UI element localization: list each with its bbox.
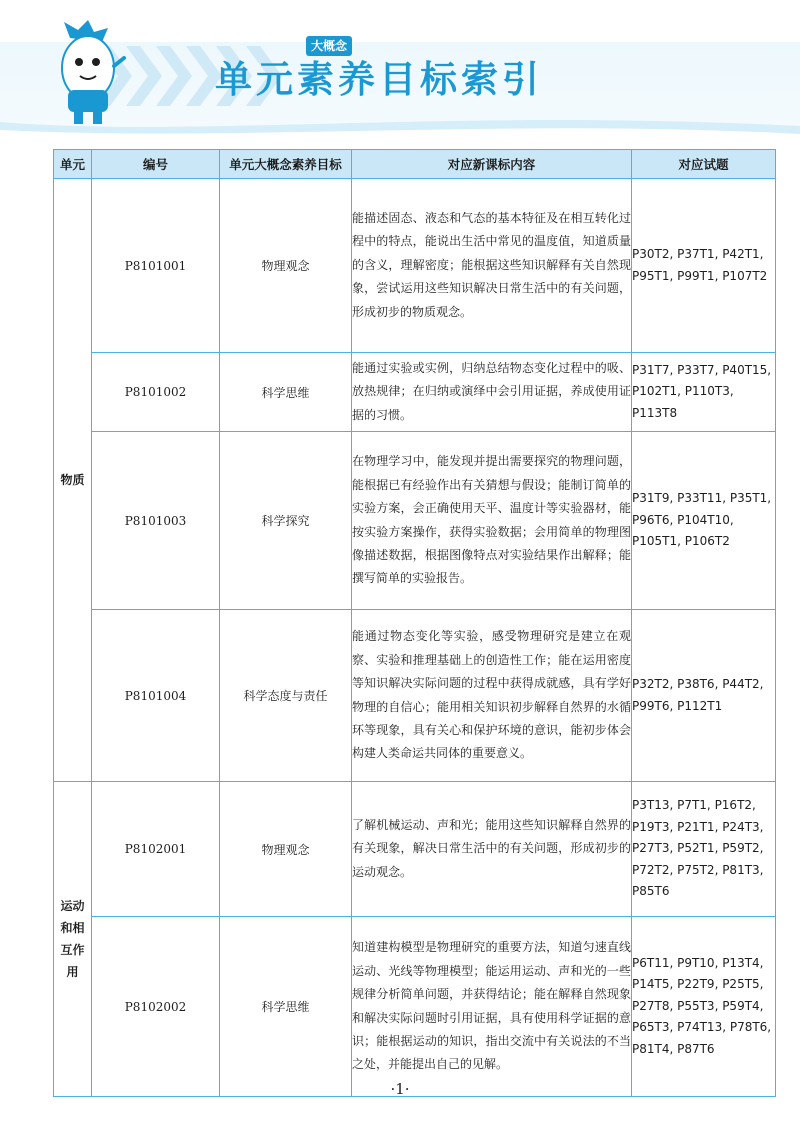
column-header-goal: 单元大概念素养目标	[220, 150, 352, 179]
table-row	[54, 179, 776, 353]
code-cell: P8102002	[92, 917, 220, 1097]
column-header-questions: 对应试题	[632, 150, 776, 179]
content-cell: 能通过物态变化等实验，感受物理研究是建立在观察、实验和推理基础上的创造性工作；能在运用密度等知识解决实际问题的过程中获得成就感，具有学好物理的自信心；能用相关知识初步解释自然界的水循环等现象，具有关心和保护环境的意识，能初步体会构建人类命运共同体的重要意义。	[352, 610, 632, 782]
column-header-unit: 单元	[54, 150, 92, 179]
code-cell: P8101002	[92, 353, 220, 432]
questions-cell: P6T11, P9T10, P13T4, P14T5, P22T9, P25T5, P27T8, P55T3, P59T4, P65T3, P74T13, P78T6, P81T4, P87T6	[632, 917, 776, 1097]
column-header-code: 编号	[92, 150, 220, 179]
code-cell: P8102001	[92, 782, 220, 917]
content-cell: 在物理学习中，能发现并提出需要探究的物理问题，能根据已有经验作出有关猜想与假设；能制订简单的实验方案，会正确使用天平、温度计等实验器材，能按实验方案操作，获得实验数据；会用简单的物理图像描述数据，根据图像特点对实验结果作出解释；能撰写简单的实验报告。	[352, 432, 632, 610]
table-row	[54, 432, 776, 610]
goal-cell: 物理观念	[220, 179, 352, 353]
content-cell: 能描述固态、液态和气态的基本特征及在相互转化过程中的特点，能说出生活中常见的温度值，知道质量的含义，理解密度；能根据这些知识解释有关自然现象，尝试运用这些知识解决日常生活中的有关问题，形成初步的物质观念。	[352, 179, 632, 353]
page-number: ·1·	[390, 1080, 410, 1098]
code-cell: P8101004	[92, 610, 220, 782]
table-row	[54, 610, 776, 782]
goal-cell: 物理观念	[220, 782, 352, 917]
code-cell: P8101003	[92, 432, 220, 610]
unit-name-text: 运动和相互作用	[60, 899, 85, 979]
questions-cell: P3T13, P7T1, P16T2, P19T3, P21T1, P24T3, P27T3, P52T1, P59T2, P72T2, P75T2, P81T3, P85T6	[632, 782, 776, 917]
table-row	[54, 782, 776, 917]
mascot-icon	[48, 18, 128, 126]
content-cell: 了解机械运动、声和光；能用这些知识解释自然界的有关现象，解决日常生活中的有关问题，形成初步的运动观念。	[352, 782, 632, 917]
questions-cell: P31T7, P33T7, P40T15, P102T1, P110T3, P113T8	[632, 353, 776, 432]
goal-index-table	[53, 149, 776, 1097]
goal-cell: 科学思维	[220, 917, 352, 1097]
page-title: 单元素养目标索引	[215, 58, 543, 101]
goal-cell: 科学探究	[220, 432, 352, 610]
page-header	[0, 0, 800, 140]
unit-cell: 物质	[54, 179, 92, 782]
unit-cell	[54, 782, 92, 1097]
questions-cell: P30T2, P37T1, P42T1, P95T1, P99T1, P107T2	[632, 179, 776, 353]
table-row	[54, 917, 776, 1097]
content-cell: 知道建构模型是物理研究的重要方法，知道匀速直线运动、光线等物理模型；能运用运动、声和光的一些规律分析简单问题，并获得结论；能在解释自然现象和解决实际问题时引用证据，具有使用科学证据的意识；能根据运动的知识，指出交流中有关说法的不当之处，并能提出自己的见解。	[352, 917, 632, 1097]
column-header-content: 对应新课标内容	[352, 150, 632, 179]
big-concept-badge: 大概念	[306, 36, 352, 56]
content-cell: 能通过实验或实例，归纳总结物态变化过程中的吸、放热规律；在归纳或演绎中会引用证据，养成使用证据的习惯。	[352, 353, 632, 432]
questions-cell: P31T9, P33T11, P35T1, P96T6, P104T10, P105T1, P106T2	[632, 432, 776, 610]
table-row	[54, 353, 776, 432]
table-header-row	[54, 150, 776, 179]
code-cell: P8101001	[92, 179, 220, 353]
goal-cell: 科学思维	[220, 353, 352, 432]
goal-cell: 科学态度与责任	[220, 610, 352, 782]
questions-cell: P32T2, P38T6, P44T2, P99T6, P112T1	[632, 610, 776, 782]
